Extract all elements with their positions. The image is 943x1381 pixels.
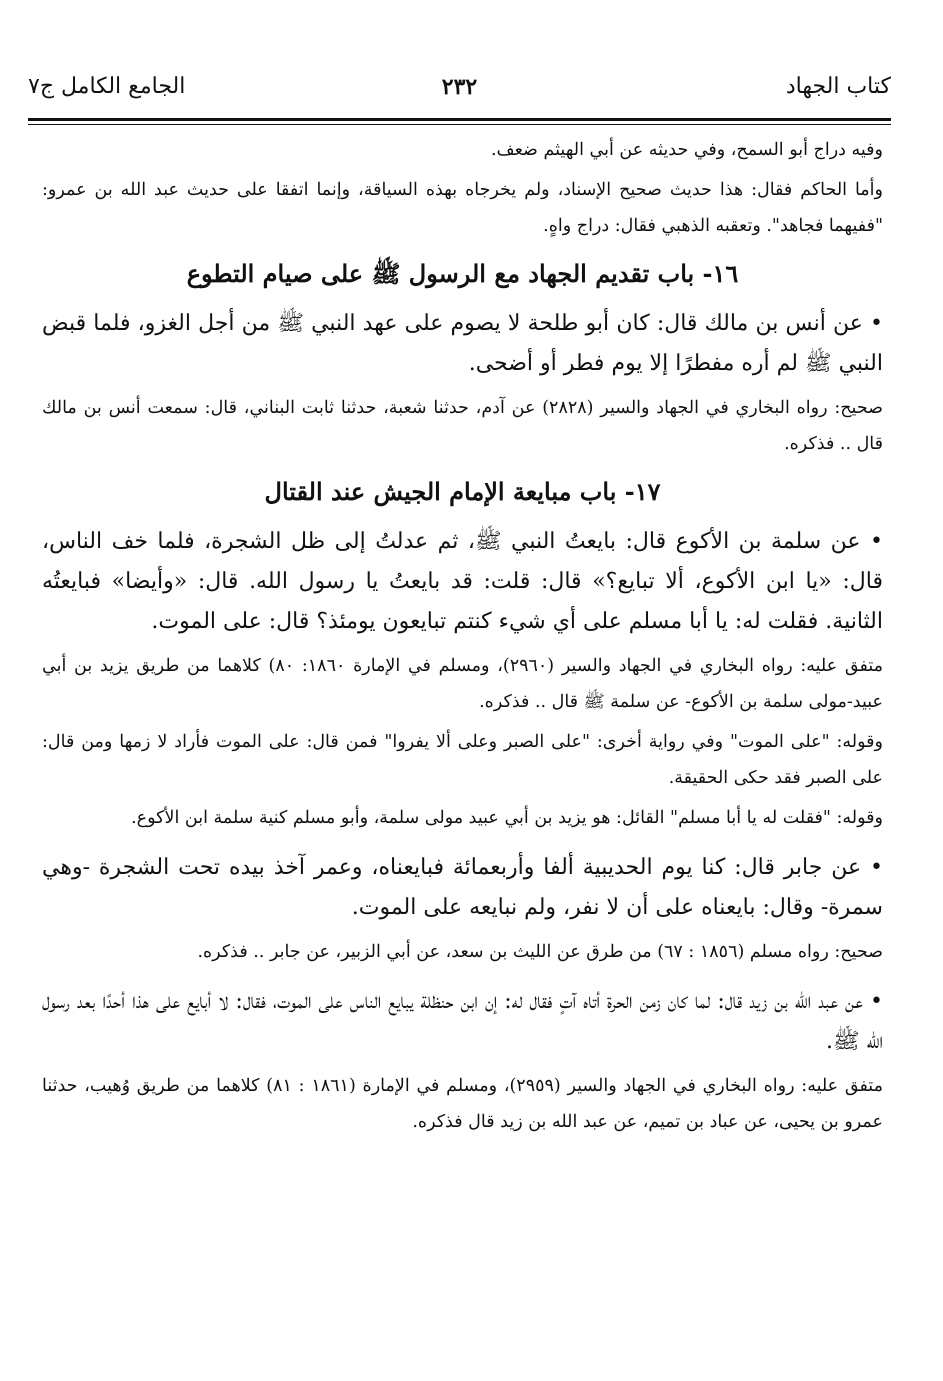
chapter-heading: ١٧- باب مبايعة الإمام الجيش عند القتال [264,477,661,506]
page-number: ٢٣٢ [441,74,478,100]
chapter-heading: ١٦- باب تقديم الجهاد مع الرسول ﷺ على صيام التطوع [186,259,739,288]
takhrij-note: صحيح: رواه البخاري في الجهاد والسير (٢٨٢٨) عن آدم، حدثنا شعبة، حدثنا ثابت البناني، قال: سمعت أنس بن مالك قال .. فذكره. [42,398,883,454]
header-rule-thick [28,118,891,121]
takhrij-note: صحيح: رواه مسلم (١٨٥٦ : ٦٧) من طرق عن الليث بن سعد، عن أبي الزبير، عن جابر .. فذكره. [197,942,883,962]
note-paragraph: وأما الحاكم فقال: هذا حديث صحيح الإسناد، ولم يخرجاه بهذه السياقة، وإنما اتفقا على حديث عبد الله بن عمرو: "ففيهما فجاهد". وتعقبه الذهبي فقال: دراج واهٍ. [42,180,883,236]
running-header [28,70,891,110]
header-rule-thin [28,124,891,125]
hadith-text: • عن عبد الله بن زيد قال: لما كان زمن الحرة أتاه آتٍ فقال له: إن ابن حنظلة يبايع الناس على الموت، فقال: لا أبايع على هذا أحدًا بعد رسول الله ﷺ. [42,989,883,1054]
commentary-note: وقوله: "على الموت" وفي رواية أخرى: "على الصبر وعلى ألا يفروا" فمن قال: على الموت فأراد لا زمها ومن قال: على الصبر فقد حكى الحقيقة. [42,732,883,788]
hadith-text: • عن أنس بن مالك قال: كان أبو طلحة لا يصوم على عهد النبي ﷺ من أجل الغزو، فلما قبض النبي ﷺ لم أره مفطرًا إلا يوم فطر أو أضحى. [42,311,883,376]
hadith-text: • عن سلمة بن الأكوع قال: بايعتُ النبي ﷺ، ثم عدلتُ إلى ظل الشجرة، فلما خف الناس، قال: «يا ابن الأكوع، ألا تبايع؟» قال: قلت: قد بايعتُ يا رسول الله. قال: «وأيضا» فبايعتُه الثانية. فقلت له: يا أبا مسلم على أي شيء كنتم تبايعون يومئذ؟ قال: على الموت. [42,529,883,634]
note-paragraph: وفيه دراج أبو السمح، وفي حديثه عن أبي الهيثم ضعف. [490,140,883,160]
commentary-note: وقوله: "فقلت له يا أبا مسلم" القائل: هو يزيد بن أبي عبيد مولى سلمة، وأبو مسلم كنية سلمة ابن الأكوع. [131,808,883,828]
book-section-title: كتاب الجهاد [785,74,891,99]
page-body [42,132,883,1144]
hadith-text: • عن جابر قال: كنا يوم الحديبية ألفا وأربعمائة فبايعناه، وعمر آخذ بيده تحت الشجرة -وهي سمرة- وقال: بايعناه على أن لا نفر، ولم نبايعه على الموت. [42,855,883,920]
takhrij-note: متفق عليه: رواه البخاري في الجهاد والسير (٢٩٥٩)، ومسلم في الإمارة (١٨٦١ : ٨١) كلاهما من طريق وُهيب، حدثنا عمرو بن يحيى، عن عباد بن تميم، عن عبد الله بن زيد قال فذكره. [42,1076,883,1132]
takhrij-note: متفق عليه: رواه البخاري في الجهاد والسير (٢٩٦٠)، ومسلم في الإمارة ١٨٦٠: ٨٠) كلاهما من طريق يزيد بن أبي عبيد-مولى سلمة بن الأكوع- عن سلمة ﷺ قال .. فذكره. [42,656,883,712]
book-volume-title: الجامع الكامل ج٧ [28,74,186,99]
